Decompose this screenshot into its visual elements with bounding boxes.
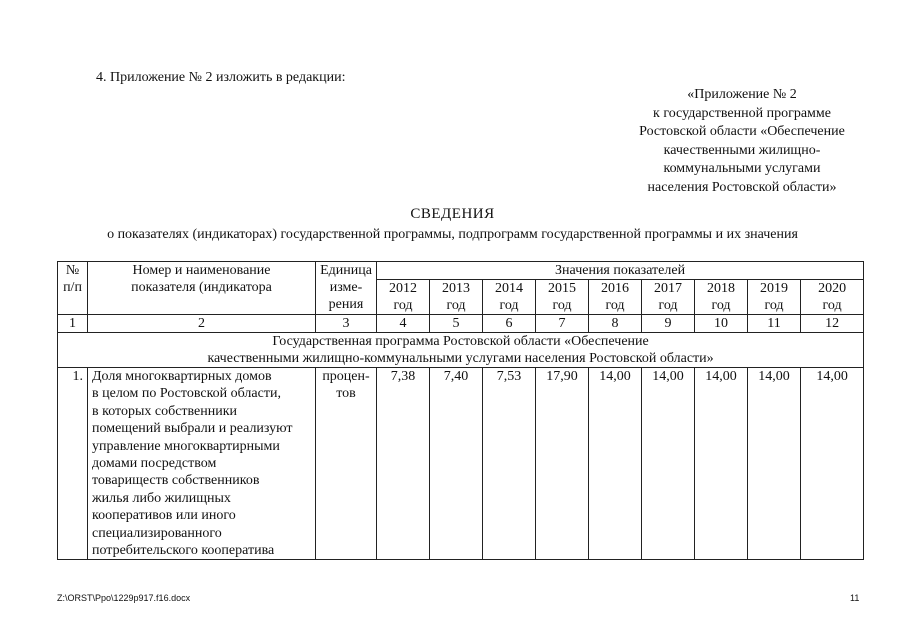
column-number: 5	[430, 315, 483, 333]
header-unit: Единица изме- рения	[316, 262, 377, 315]
indicators-table	[57, 261, 864, 560]
header-name: Номер и наименование показателя (индикатора	[88, 262, 316, 315]
header-year: 2014 год	[483, 280, 536, 315]
header-year: 2013 год	[430, 280, 483, 315]
column-number: 7	[536, 315, 589, 333]
appendix-line: коммунальными услугами	[663, 161, 821, 176]
indicator-value: 7,38	[377, 368, 430, 560]
indicator-value: 14,00	[748, 368, 801, 560]
appendix-line: качественными жилищно-	[663, 142, 821, 158]
column-number: 9	[642, 315, 695, 333]
indicator-value: 14,00	[695, 368, 748, 560]
footer-file-path: Z:\ORST\Ppo\1229p917.f16.docx	[57, 593, 191, 603]
header-year: 2020 год	[801, 280, 864, 315]
column-number: 2	[88, 315, 316, 333]
indicator-value: 7,40	[430, 368, 483, 560]
document-title: СВЕДЕНИЯ	[410, 206, 495, 222]
indicator-number: 1.	[58, 368, 88, 560]
header-year: 2018 год	[695, 280, 748, 315]
appendix-caption	[612, 86, 872, 197]
column-number: 4	[377, 315, 430, 333]
indicator-value: 14,00	[642, 368, 695, 560]
appendix-line: «Приложение № 2	[687, 87, 797, 102]
header-year: 2015 год	[536, 280, 589, 315]
column-number: 12	[801, 315, 864, 333]
indicator-value: 14,00	[801, 368, 864, 560]
program-row	[58, 333, 864, 368]
appendix-line: Ростовской области «Обеспечение	[639, 124, 845, 139]
header-year: 2016 год	[589, 280, 642, 315]
indicator-unit: процен- тов	[316, 368, 377, 560]
table-row	[58, 368, 864, 560]
header-year: 2017 год	[642, 280, 695, 315]
header-no: № п/п	[58, 262, 88, 315]
header-row	[58, 262, 864, 280]
column-number: 10	[695, 315, 748, 333]
indicator-value: 7,53	[483, 368, 536, 560]
document-subtitle: о показателях (индикаторах) государственной программы, подпрограмм государственной программы и их значения	[107, 227, 798, 242]
column-number-row	[58, 315, 864, 333]
indicator-value: 17,90	[536, 368, 589, 560]
appendix-line: населения Ростовской области»	[647, 179, 837, 195]
column-number: 1	[58, 315, 88, 333]
column-number: 11	[748, 315, 801, 333]
appendix-line: к государственной программе	[653, 105, 831, 121]
header-year: 2019 год	[748, 280, 801, 315]
header-year: 2012 год	[377, 280, 430, 315]
column-number: 8	[589, 315, 642, 333]
indicator-value: 14,00	[589, 368, 642, 560]
page-number: 11	[850, 593, 860, 603]
indicator-name: Доля многоквартирных домов в целом по Ростовской области, в которых собственники помещений выбрали и реализуют управление многоквартирными домами посредством товариществ собственников жилья либо жилищных кооперативов или иного специализированного потребительского кооператива	[88, 368, 316, 560]
column-number: 3	[316, 315, 377, 333]
column-number: 6	[483, 315, 536, 333]
intro-text: 4. Приложение № 2 изложить в редакции:	[96, 70, 346, 85]
header-values: Значения показателей	[377, 262, 864, 280]
program-title: Государственная программа Ростовской области «Обеспечение качественными жилищно-коммунальными услугами населения Ростовской области»	[58, 333, 864, 368]
